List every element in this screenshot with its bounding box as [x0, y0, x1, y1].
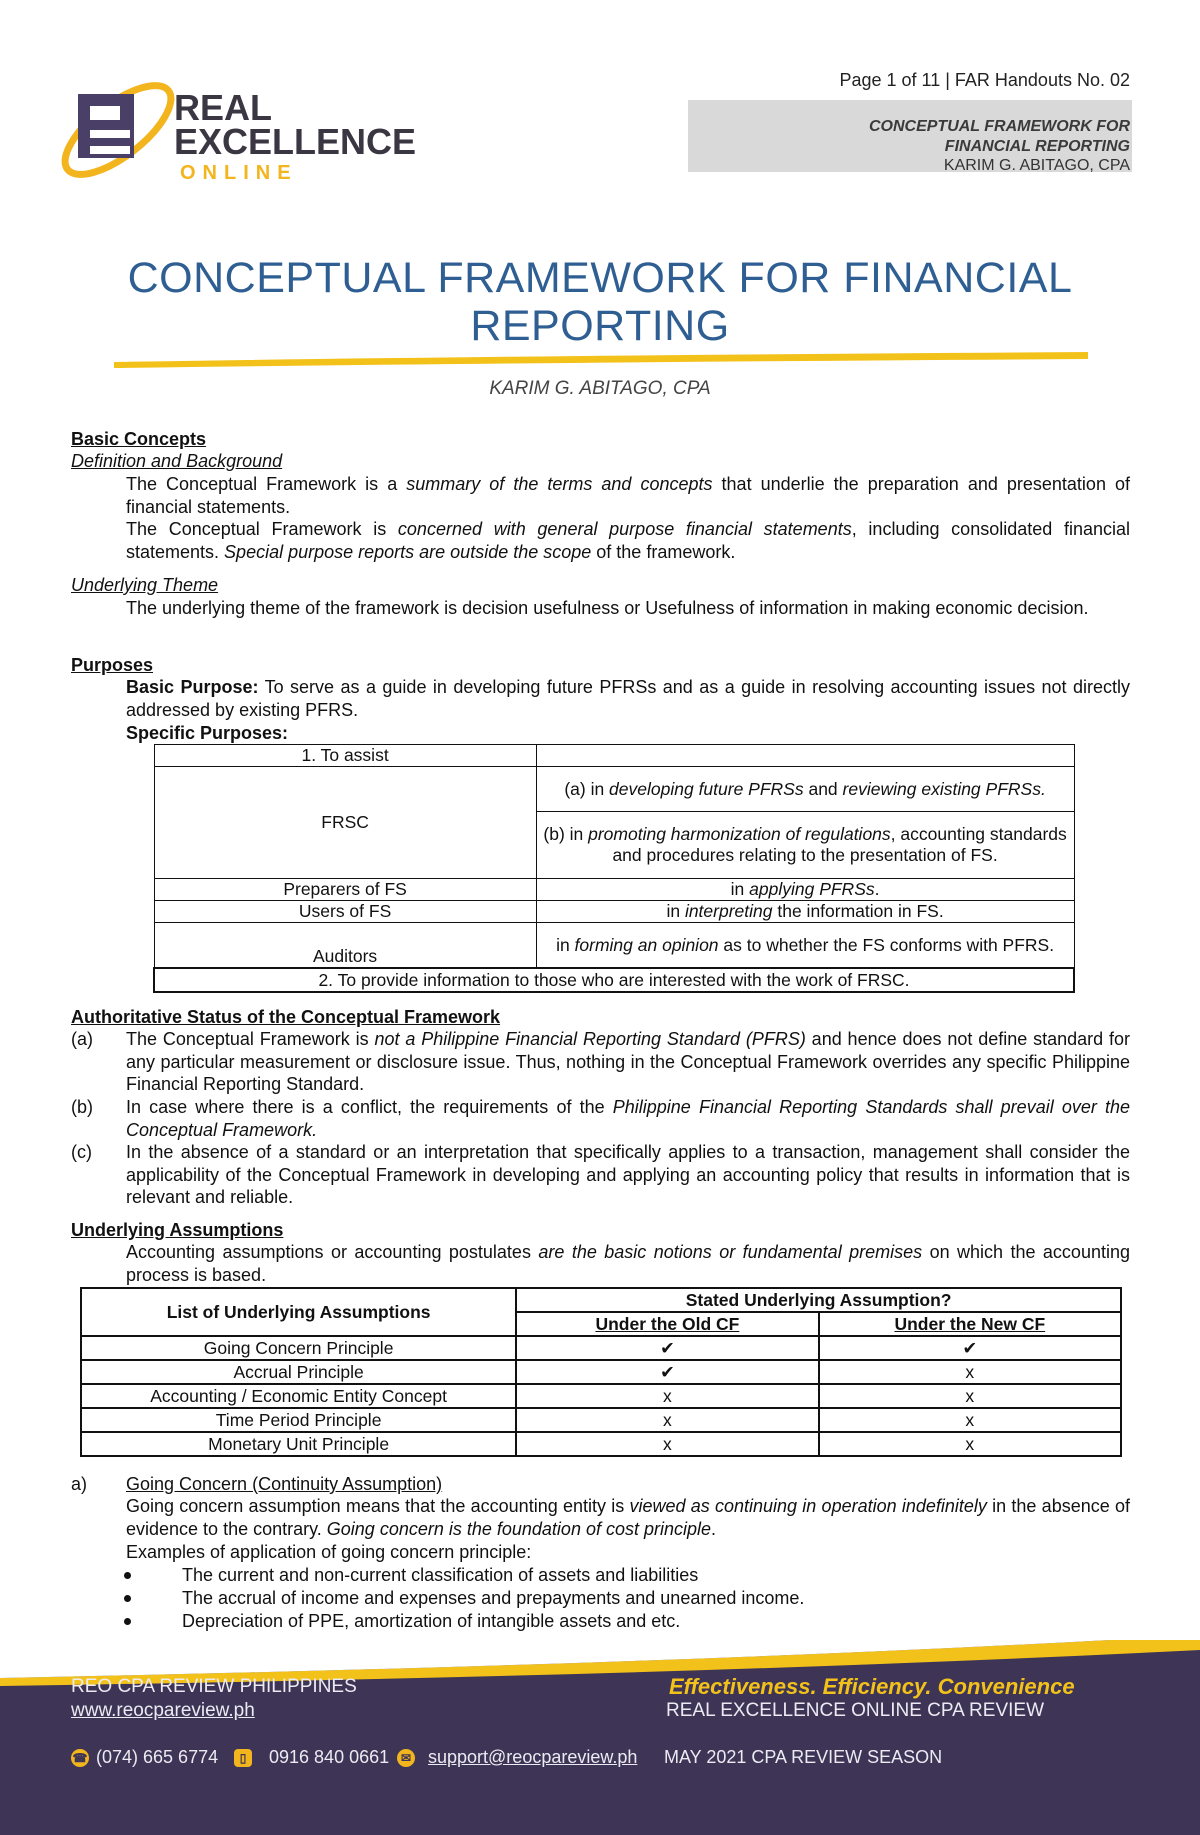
table-row — [81, 1384, 1121, 1408]
table-cell: x — [516, 1408, 818, 1432]
examples-intro: Examples of application of going concern principle: — [126, 1542, 532, 1562]
table-row — [154, 745, 1074, 767]
definition-paragraph-1: The Conceptual Framework is a summary of the terms and concepts that underlie the preparation and presentation of financial statements. — [126, 474, 1130, 517]
email-icon: ✉ — [397, 1749, 415, 1767]
check-mark: ✔ — [516, 1360, 818, 1384]
table-row — [154, 879, 1074, 901]
footer-phone: (074) 665 6774 — [96, 1747, 219, 1767]
header-author: KARIM G. ABITAGO, CPA — [943, 157, 1130, 174]
table-cell: (a) in developing future PFRSs and reviewing existing PFRSs. — [536, 767, 1074, 812]
table-cell: x — [819, 1360, 1121, 1384]
table-row — [154, 767, 1074, 812]
definition-paragraph-2: The Conceptual Framework is concerned with general purpose financial statements, including consolidated financial statements. Special purpose reports are outside the scope of the framework. — [126, 519, 1131, 562]
list-marker: (b) — [71, 1097, 93, 1117]
author-line: KARIM G. ABITAGO, CPA — [489, 378, 711, 399]
check-mark: ✔ — [516, 1336, 818, 1360]
footer-org-2: REAL EXCELLENCE ONLINE CPA REVIEW — [666, 1700, 1045, 1721]
table-cell: Auditors — [154, 923, 536, 969]
table-cell: Preparers of FS — [154, 879, 536, 901]
check-mark: ✔ — [819, 1336, 1121, 1360]
column-header: Under the New CF — [819, 1312, 1121, 1336]
bullet-icon — [124, 1572, 131, 1579]
table-cell: x — [819, 1408, 1121, 1432]
basic-purpose-paragraph: Basic Purpose: To serve as a guide in developing future PFRSs and as a guide in resolving accounting issues not directly addressed by existing PFRS. — [126, 677, 1130, 720]
table-cell: Going Concern Principle — [81, 1336, 516, 1360]
footer-tagline: Effectiveness. Efficiency. Convenience — [669, 1674, 1075, 1699]
title-underline — [112, 348, 1092, 370]
footer-season: MAY 2021 CPA REVIEW SEASON — [664, 1747, 943, 1767]
table-cell: in forming an opinion as to whether the FS conforms with PFRS. — [536, 923, 1074, 969]
list-marker: a) — [71, 1474, 88, 1494]
page-title-line-1: CONCEPTUAL FRAMEWORK FOR FINANCIAL — [127, 254, 1073, 302]
table-row — [81, 1432, 1121, 1456]
logo-text-online: ONLINE — [180, 162, 298, 184]
list-item: The current and non-current classification of assets and liabilities — [124, 1564, 1124, 1587]
table-cell: x — [819, 1432, 1121, 1456]
subheading-definition: Definition and Background — [71, 451, 283, 471]
logo-text-real: REAL — [174, 87, 272, 128]
list-item: (c) In the absence of a standard or an interpretation that specifically applies to a transaction, management shall consider the applicability of the Conceptual Framework in developing and applying an accounting policy that results in information that is relevant and reliable. — [71, 1142, 1130, 1207]
page-info: Page 1 of 11 | FAR Handouts No. 02 — [839, 70, 1130, 90]
footer-website-link[interactable]: www.reocpareview.ph — [71, 1700, 255, 1721]
footer — [0, 1640, 1200, 1835]
table-cell: FRSC — [154, 767, 536, 879]
specific-purposes-table — [153, 744, 1075, 993]
header-doc-title-2: FINANCIAL REPORTING — [944, 138, 1130, 155]
specific-purposes-label: Specific Purposes: — [126, 723, 289, 743]
list-item: (a) The Conceptual Framework is not a Philippine Financial Reporting Standard (PFRS) and hence does not define standard for any particular measurement or disclosure issue. Thus, nothing in the Conceptual Framework overrides any specific Philippine Financial Reporting Standard. — [71, 1029, 1131, 1094]
table-row — [81, 1336, 1121, 1360]
bullet-icon — [124, 1595, 131, 1602]
bullet-icon — [124, 1618, 131, 1625]
table-cell: Accrual Principle — [81, 1360, 516, 1384]
table-cell: x — [516, 1432, 818, 1456]
assumptions-paragraph: Accounting assumptions or accounting postulates are the basic notions or fundamental premises on which the accounting process is based. — [126, 1242, 1130, 1285]
section-heading-underlying-assumptions: Underlying Assumptions — [71, 1220, 284, 1240]
table-cell: 1. To assist — [154, 745, 536, 767]
phone-icon: ☎ — [72, 1751, 88, 1765]
column-header-group: Stated Underlying Assumption? — [516, 1288, 1121, 1312]
table-cell: x — [819, 1384, 1121, 1408]
list-item — [71, 1473, 1130, 1497]
table-row — [154, 923, 1074, 969]
footer-org: REO CPA REVIEW PHILIPPINES — [71, 1676, 357, 1697]
table-cell: in applying PFRSs. — [536, 879, 1074, 901]
list-item: (b) In case where there is a conflict, the requirements of the Philippine Financial Reporting Standards shall prevail over the Conceptual Framework. — [71, 1097, 1131, 1140]
going-concern-paragraph: Going concern assumption means that the accounting entity is viewed as continuing in operation indefinitely in the absence of evidence to the contrary. Going concern is the foundation of cost principle. — [126, 1496, 1130, 1539]
table-row — [154, 901, 1074, 923]
underlying-theme-paragraph: The underlying theme of the framework is decision usefulness or Usefulness of information in making economic decision. — [126, 598, 1089, 618]
table-cell: Accounting / Economic Entity Concept — [81, 1384, 516, 1408]
table-cell: (b) in promoting harmonization of regulations, accounting standards and procedures relating to the presentation of FS. — [536, 812, 1074, 879]
section-heading-authoritative-status: Authoritative Status of the Conceptual Framework — [71, 1007, 501, 1027]
logo-mark-icon — [56, 62, 186, 192]
section-heading-purposes: Purposes — [71, 655, 154, 675]
table-row — [154, 968, 1074, 992]
page-title — [60, 254, 1140, 350]
header-doc-title-1: CONCEPTUAL FRAMEWORK FOR — [868, 118, 1130, 135]
table-row — [81, 1360, 1121, 1384]
list-marker: (c) — [71, 1142, 92, 1162]
table-cell: Users of FS — [154, 901, 536, 923]
footer-mobile: 0916 840 0661 — [269, 1747, 390, 1767]
table-header-row — [81, 1288, 1121, 1312]
section-heading-basic-concepts: Basic Concepts — [71, 429, 207, 449]
table-cell: in interpreting the information in FS. — [536, 901, 1074, 923]
subheading-going-concern: Going Concern (Continuity Assumption) — [126, 1474, 443, 1494]
footer-email-link[interactable]: support@reocpareview.ph — [428, 1747, 638, 1767]
table-cell: 2. To provide information to those who are interested with the work of FRSC. — [154, 968, 1074, 992]
assumptions-table — [80, 1287, 1122, 1457]
column-header: List of Underlying Assumptions — [81, 1288, 516, 1336]
logo-text-excellence: EXCELLENCE — [174, 121, 417, 162]
table-cell — [536, 745, 1074, 767]
list-marker: (a) — [71, 1029, 93, 1049]
table-row — [81, 1408, 1121, 1432]
logo — [56, 62, 476, 192]
table-cell: Time Period Principle — [81, 1408, 516, 1432]
mobile-icon: ▯ — [234, 1749, 252, 1767]
list-item: The accrual of income and expenses and prepayments and unearned income. — [124, 1587, 1124, 1610]
table-cell: Monetary Unit Principle — [81, 1432, 516, 1456]
page-title-line-2: REPORTING — [470, 302, 730, 350]
column-header: Under the Old CF — [516, 1312, 818, 1336]
table-cell: x — [516, 1384, 818, 1408]
list-item: Depreciation of PPE, amortization of intangible assets and etc. — [124, 1610, 1124, 1633]
subheading-underlying-theme: Underlying Theme — [71, 575, 219, 595]
